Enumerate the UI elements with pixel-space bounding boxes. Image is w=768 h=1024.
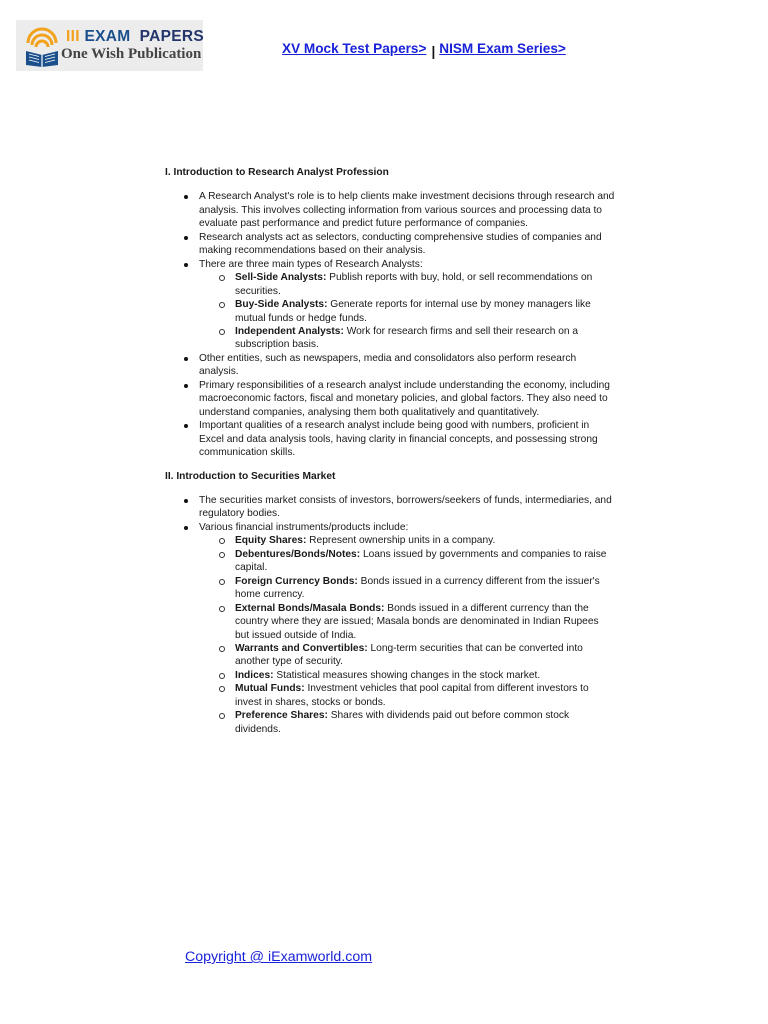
book-wifi-icon — [22, 25, 62, 67]
term-desc: Statistical measures showing changes in the stock market. — [273, 669, 541, 681]
term: Warrants and Convertibles: — [235, 642, 368, 654]
sub-list-item — [235, 669, 615, 682]
document-page — [165, 166, 615, 736]
term-desc: Represent ownership units in a company. — [306, 535, 496, 547]
term: Sell-Side Analysts: — [235, 272, 327, 284]
term-desc: Publish reports with buy, hold, or sell recommendations on securities. — [235, 272, 593, 297]
nism-exam-series-link[interactable]: NISM Exam Series> — [439, 41, 566, 56]
term-desc: Bonds issued in a currency different from the issuer's home currency. — [235, 575, 600, 601]
term-desc: Loans issued by governments and companies to raise capital. — [235, 548, 607, 574]
term: External Bonds/Masala Bonds: — [235, 602, 385, 614]
logo-word-exam: EXAM — [84, 28, 131, 45]
term-desc: Shares with dividends paid out before common stock dividends. — [235, 710, 570, 735]
list-item: Research analysts act as selectors, conducting comprehensive studies of companies and making recommendations based on their analysis. — [199, 231, 615, 258]
top-nav-links — [282, 41, 566, 59]
logo-bars-mark: III — [66, 28, 85, 45]
term-desc: Investment vehicles that pool capital from different investors to invest in shares, stocks or bonds. — [235, 683, 589, 708]
list-item-text: Various financial instruments/products include: — [199, 521, 409, 533]
term-desc: Generate reports for internal use by money managers like mutual funds or hedge funds. — [235, 299, 591, 324]
term: Debentures/Bonds/Notes: — [235, 548, 361, 560]
sub-list-item — [235, 271, 615, 298]
sub-list-item — [235, 709, 615, 736]
term-desc: Long-term securities that can be converted into another type of security. — [235, 642, 583, 668]
sub-list-item — [235, 682, 615, 709]
sub-list-item — [235, 642, 615, 669]
list-item: Important qualities of a research analyst include being good with numbers, proficient in Excel and data analysis tools, having clarity in financial concepts, and possessing strong communication skills. — [199, 419, 615, 459]
term-desc: Bonds issued in a different currency than the country where they are issued; Masala bonds are denominated in Indian Rupees but issued outside of India. — [235, 602, 599, 641]
term: Buy-Side Analysts: — [235, 299, 328, 311]
copyright-link[interactable]: Copyright @ iExamworld.com — [185, 949, 373, 965]
term: Independent Analysts: — [235, 325, 344, 337]
term: Foreign Currency Bonds: — [235, 575, 358, 587]
sub-list-item — [235, 548, 615, 575]
sub-list-item — [235, 325, 615, 352]
list-item — [199, 521, 615, 736]
section-1-title: I. Introduction to Research Analyst Profession — [165, 167, 389, 178]
logo-title — [66, 28, 204, 46]
list-item: A Research Analyst's role is to help clients make investment decisions through research and analysis. This involves collecting information from various sources and processing data to evaluate past performance and predict future performance of companies. — [199, 191, 615, 230]
logo-subtitle: One Wish Publication — [61, 46, 202, 62]
term: Equity Shares: — [235, 535, 307, 547]
analyst-types-list — [199, 271, 615, 352]
list-item: Primary responsibilities of a research analyst include understanding the economy, including macroeconomic factors, fiscal and monetary policies, and global factors. They also need to understand companies, analysing them both qualitatively and quantitatively. — [199, 379, 615, 419]
sub-list-item — [235, 534, 615, 547]
term: Indices: — [235, 669, 274, 681]
sub-list-item — [235, 575, 615, 602]
section-1-list — [165, 190, 615, 459]
logo-word-papers: PAPERS — [139, 28, 205, 45]
instruments-list — [199, 534, 615, 736]
term: Preference Shares: — [235, 710, 328, 722]
list-item: Other entities, such as newspapers, media and consolidators also perform research analysis. — [199, 352, 615, 379]
list-item — [199, 258, 615, 352]
section-2-title: II. Introduction to Securities Market — [165, 470, 336, 482]
mock-test-papers-link[interactable]: XV Mock Test Papers> — [282, 41, 427, 56]
nav-separator: | — [431, 44, 436, 59]
list-item-text: There are three main types of Research Analysts: — [199, 258, 423, 270]
section-2-list — [165, 494, 615, 736]
term-desc: Work for research firms and sell their research on a subscription basis. — [235, 325, 579, 351]
sub-list-item — [235, 602, 615, 642]
site-logo[interactable] — [16, 20, 203, 71]
list-item: The securities market consists of investors, borrowers/seekers of funds, intermediaries, and regulatory bodies. — [199, 494, 615, 521]
sub-list-item — [235, 298, 615, 325]
term: Mutual Funds: — [235, 683, 305, 695]
